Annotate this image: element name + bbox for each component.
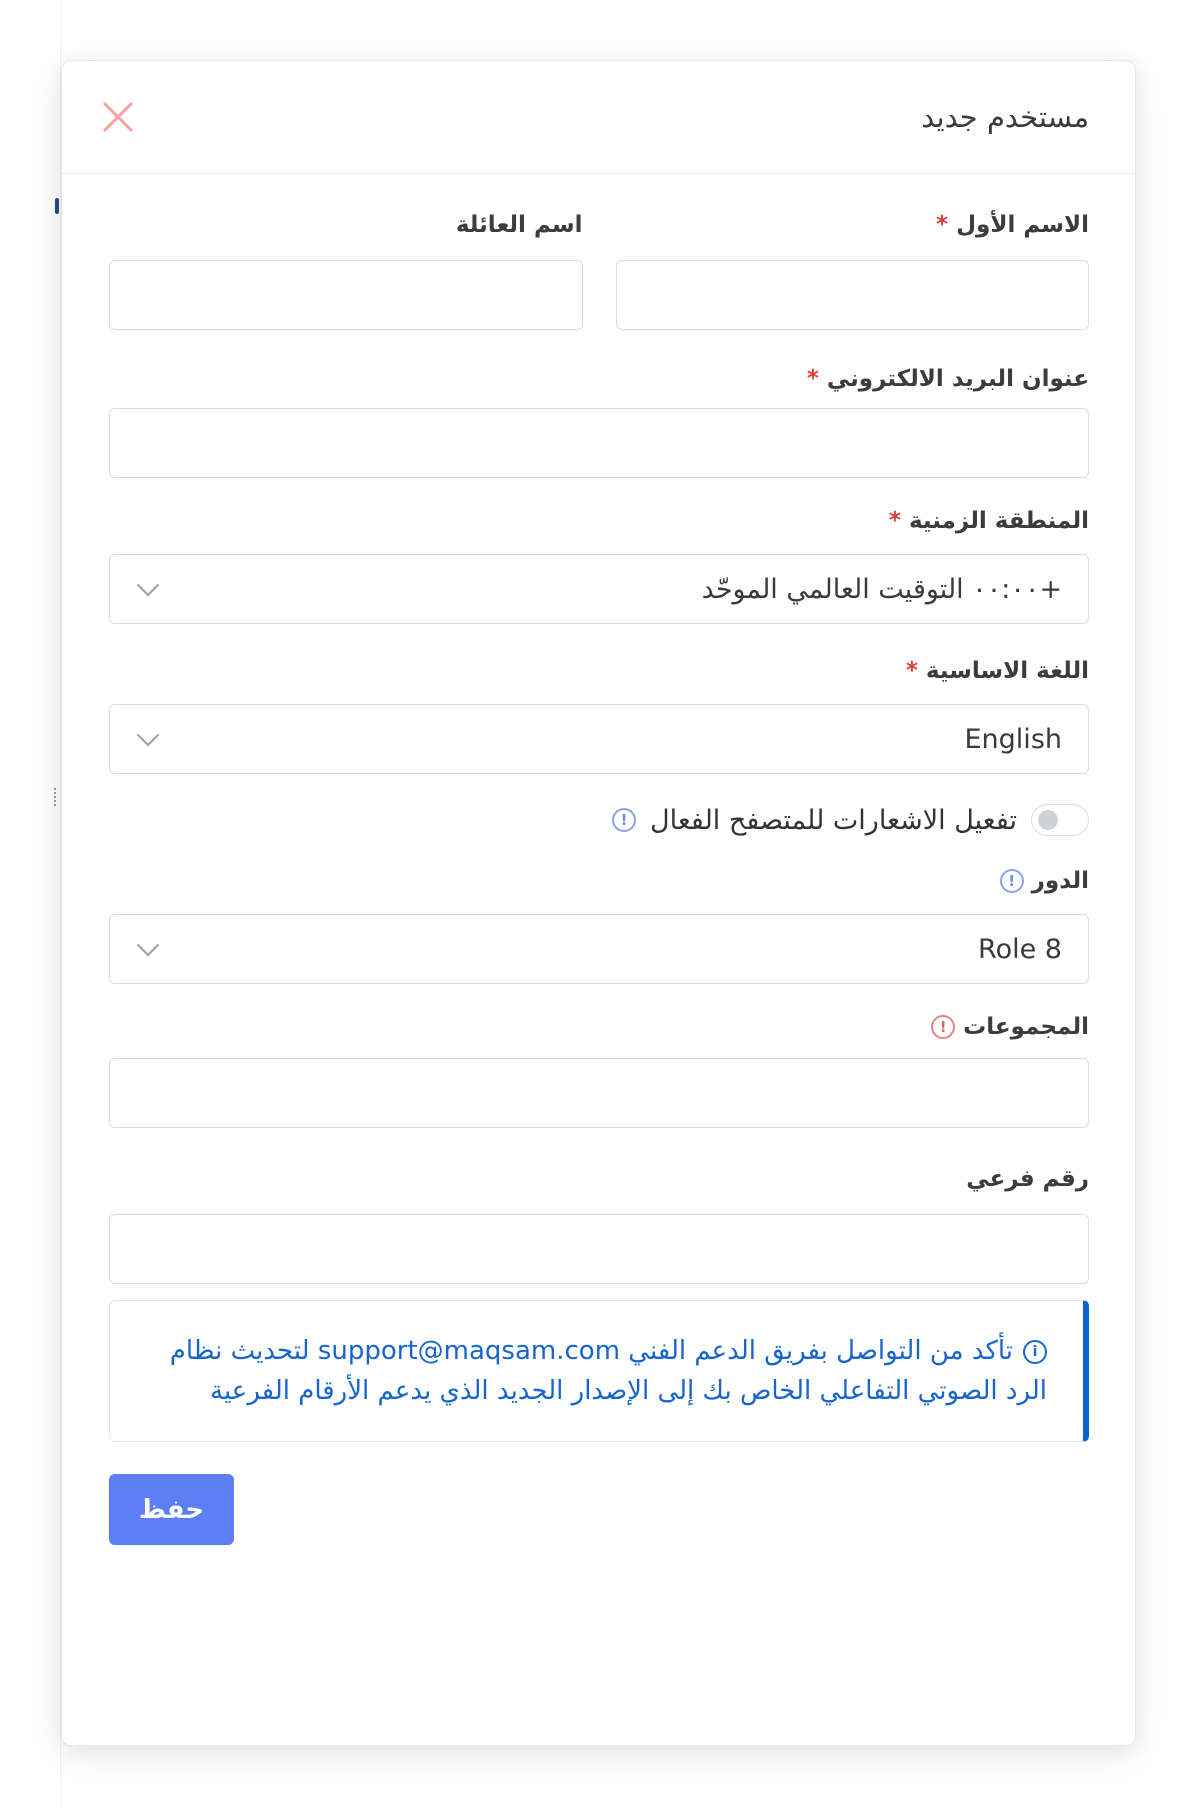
groups-label bbox=[109, 1014, 1089, 1040]
timezone-select[interactable] bbox=[109, 554, 1089, 624]
language-select[interactable] bbox=[109, 704, 1089, 774]
notifications-toggle-label: تفعيل الاشعارات للمتصفح الفعال bbox=[650, 804, 1017, 836]
role-label-text: الدور bbox=[1031, 868, 1089, 894]
language-label bbox=[109, 658, 1089, 684]
chevron-down-icon bbox=[137, 934, 160, 957]
save-button[interactable]: حفظ bbox=[109, 1474, 234, 1545]
groups-input[interactable] bbox=[109, 1058, 1089, 1128]
timezone-label bbox=[109, 508, 1089, 534]
last-name-label bbox=[109, 212, 583, 238]
background-drag-handle bbox=[54, 788, 59, 806]
last-name-label-text: اسم العائلة bbox=[455, 212, 583, 238]
chevron-down-icon bbox=[137, 574, 160, 597]
close-icon[interactable] bbox=[98, 97, 138, 137]
required-mark: * bbox=[936, 212, 949, 238]
role-value: Role 8 bbox=[978, 933, 1062, 965]
last-name-group bbox=[109, 212, 583, 330]
modal-header bbox=[62, 61, 1135, 174]
extension-label-text: رقم فرعي bbox=[966, 1166, 1089, 1192]
timezone-label-text: المنطقة الزمنية bbox=[908, 508, 1089, 534]
modal-body bbox=[62, 212, 1135, 1545]
name-row bbox=[109, 212, 1089, 330]
first-name-label bbox=[616, 212, 1090, 238]
toggle-knob bbox=[1038, 810, 1058, 830]
notifications-toggle[interactable] bbox=[1031, 804, 1089, 836]
extension-label bbox=[109, 1166, 1089, 1192]
new-user-modal bbox=[61, 60, 1136, 1746]
info-circle-icon: i bbox=[1023, 1340, 1047, 1364]
notifications-toggle-row bbox=[109, 804, 1089, 836]
last-name-input[interactable] bbox=[109, 260, 583, 330]
required-mark: * bbox=[806, 366, 819, 392]
email-input[interactable] bbox=[109, 408, 1089, 478]
language-label-text: اللغة الاساسية bbox=[925, 658, 1089, 684]
role-select[interactable] bbox=[109, 914, 1089, 984]
footer-actions bbox=[109, 1474, 1089, 1545]
email-label bbox=[109, 366, 1089, 392]
background-marker bbox=[55, 198, 59, 214]
info-icon[interactable]: ! bbox=[1000, 869, 1024, 893]
language-value: English bbox=[964, 723, 1062, 755]
extension-input[interactable] bbox=[109, 1214, 1089, 1284]
modal-title: مستخدم جديد bbox=[921, 100, 1089, 134]
required-mark: * bbox=[888, 508, 901, 534]
timezone-value: +۰۰:۰۰ التوقيت العالمي الموحّد bbox=[701, 573, 1062, 605]
info-icon[interactable]: ! bbox=[612, 808, 636, 832]
chevron-down-icon bbox=[137, 724, 160, 747]
first-name-label-text: الاسم الأول bbox=[956, 212, 1089, 238]
first-name-input[interactable] bbox=[616, 260, 1090, 330]
role-label bbox=[109, 868, 1089, 894]
info-note bbox=[109, 1300, 1089, 1442]
required-mark: * bbox=[905, 658, 918, 684]
groups-label-text: المجموعات bbox=[963, 1014, 1089, 1040]
first-name-group bbox=[616, 212, 1090, 330]
warning-icon[interactable]: ! bbox=[931, 1015, 955, 1039]
info-note-text: تأكد من التواصل بفريق الدعم الفني support@maqsam.com لتحديث نظام الرد الصوتي التفاعلي الخاص بك إلى الإصدار الجديد الذي يدعم الأرقام الفرعية bbox=[169, 1336, 1047, 1406]
email-label-text: عنوان البريد الالكتروني bbox=[826, 366, 1089, 392]
background-panel bbox=[0, 0, 61, 1807]
